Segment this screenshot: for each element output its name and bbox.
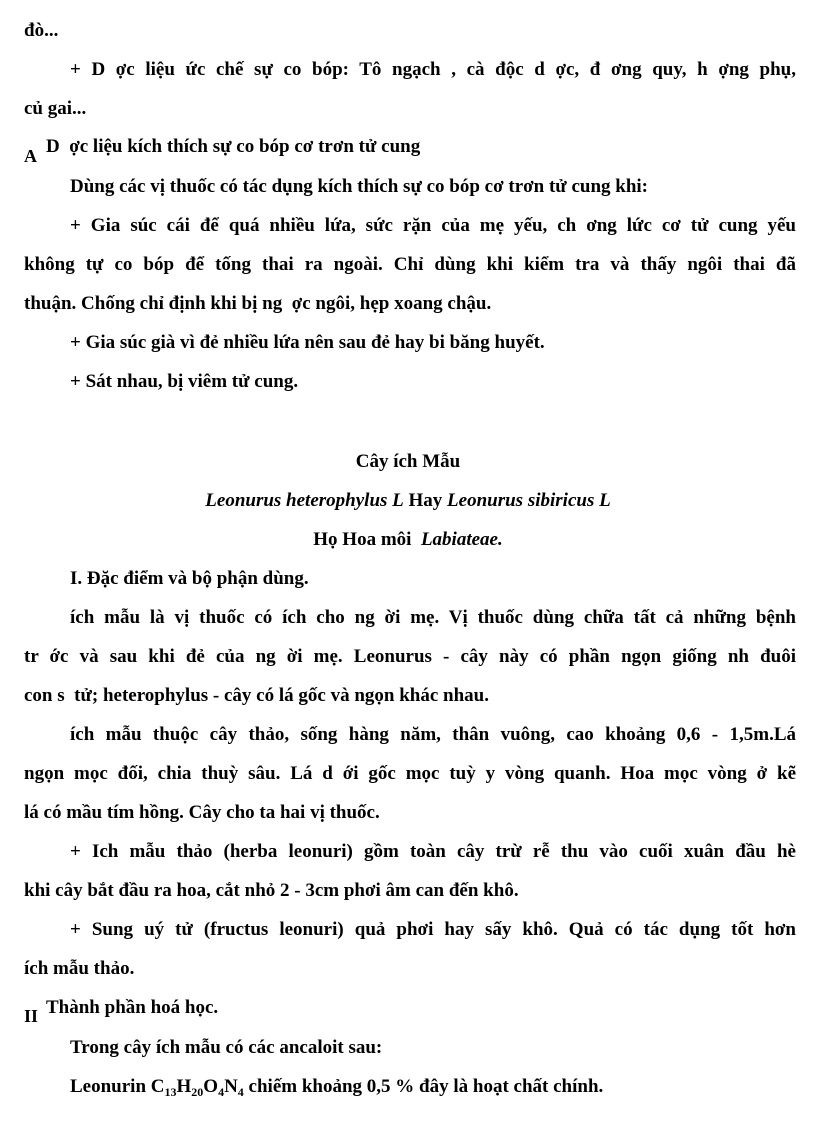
- text-line: con s tử; heterophylus - cây có lá gốc và ngọn khác nhau.: [24, 685, 489, 706]
- formula-tail: chiếm khoảng 0,5 % đây là hoạt chất chính.: [243, 1076, 604, 1097]
- element-letter: N: [224, 1076, 238, 1097]
- section-heading: Thành phần hoá học.: [46, 997, 219, 1018]
- element-letter: O: [203, 1076, 219, 1097]
- section-heading: D ợc liệu kích thích sự co bóp cơ trơn tử cung: [46, 136, 421, 157]
- family-latin: Labiateae.: [420, 529, 503, 550]
- plant-title: Cây ích Mẫu: [355, 451, 461, 472]
- section-marker: II: [24, 1006, 39, 1026]
- subscript: 4: [237, 1085, 244, 1099]
- text-line: khi cây bắt đầu ra hoa, cắt nhỏ 2 - 3cm phơi âm can đến khô.: [24, 880, 519, 901]
- text-line: + Sung uý tử (fructus leonuri) quả phơi hay sấy khô. Quả có tác dụng tốt hơn: [70, 919, 796, 940]
- text-line: Dùng các vị thuốc có tác dụng kích thích sự co bóp cơ trơn tử cung khi:: [70, 176, 649, 197]
- text-line: ngọn mọc đối, chia thuỳ sâu. Lá d ới gốc mọc tuỳ y vòng quanh. Hoa mọc vòng ở kẽ: [24, 763, 796, 784]
- scientific-name-join: Hay: [403, 490, 448, 511]
- plant-family: [0, 529, 816, 551]
- text-line: + D ợc liệu ức chế sự co bóp: Tô ngạch , cà độc d ợc, đ ơng quy, h ợng phụ,: [70, 59, 796, 80]
- formula-name: Leonurin C: [70, 1076, 165, 1097]
- text-line: + Ich mẫu thảo (herba leonuri) gồm toàn cây trừ rễ thu vào cuối xuân đầu hè: [70, 841, 796, 862]
- text-line: đò...: [24, 20, 59, 41]
- subscript: 13: [164, 1085, 177, 1099]
- text-line: Trong cây ích mẫu có các ancaloit sau:: [70, 1037, 383, 1058]
- text-line: ích mẫu thảo.: [24, 958, 135, 979]
- text-line: ích mẫu là vị thuốc có ích cho ng ời mẹ. Vị thuốc dùng chữa tất cả những bệnh: [70, 607, 796, 628]
- text-line: thuận. Chống chỉ định khi bị ng ợc ngôi, hẹp xoang chậu.: [24, 293, 492, 314]
- formula-line: [70, 1076, 796, 1098]
- section-marker: A: [24, 146, 37, 166]
- text-line: + Sát nhau, bị viêm tử cung.: [70, 371, 299, 392]
- text-line: + Gia súc già vì đẻ nhiều lứa nên sau đẻ hay bi băng huyết.: [70, 332, 545, 353]
- text-line: ích mẫu thuộc cây thảo, sống hàng năm, thân vuông, cao khoảng 0,6 - 1,5m.Lá: [70, 724, 796, 745]
- text-line: + Gia súc cái để quá nhiều lứa, sức rặn của mẹ yếu, ch ơng lức cơ tử cung yếu: [70, 215, 796, 236]
- scientific-name: [0, 490, 816, 512]
- section-heading: I. Đặc điểm và bộ phận dùng.: [70, 568, 309, 589]
- scientific-name-1: Leonurus heterophylus L: [205, 490, 404, 511]
- text-line: lá có mầu tím hồng. Cây cho ta hai vị thuốc.: [24, 802, 380, 823]
- family-prefix: Họ Hoa môi: [313, 529, 421, 550]
- text-line: tr ớc và sau khi đẻ của ng ời mẹ. Leonurus - cây này có phần ngọn giống nh đuôi: [24, 646, 796, 667]
- text-line: không tự co bóp để tống thai ra ngoài. Chỉ dùng khi kiểm tra và thấy ngôi thai đã: [24, 254, 796, 275]
- subscript: 20: [191, 1085, 204, 1099]
- scientific-name-2: Leonurus sibiricus L: [447, 490, 611, 511]
- subscript: 4: [218, 1085, 225, 1099]
- text-line: củ gai...: [24, 98, 87, 119]
- element-letter: H: [176, 1076, 192, 1097]
